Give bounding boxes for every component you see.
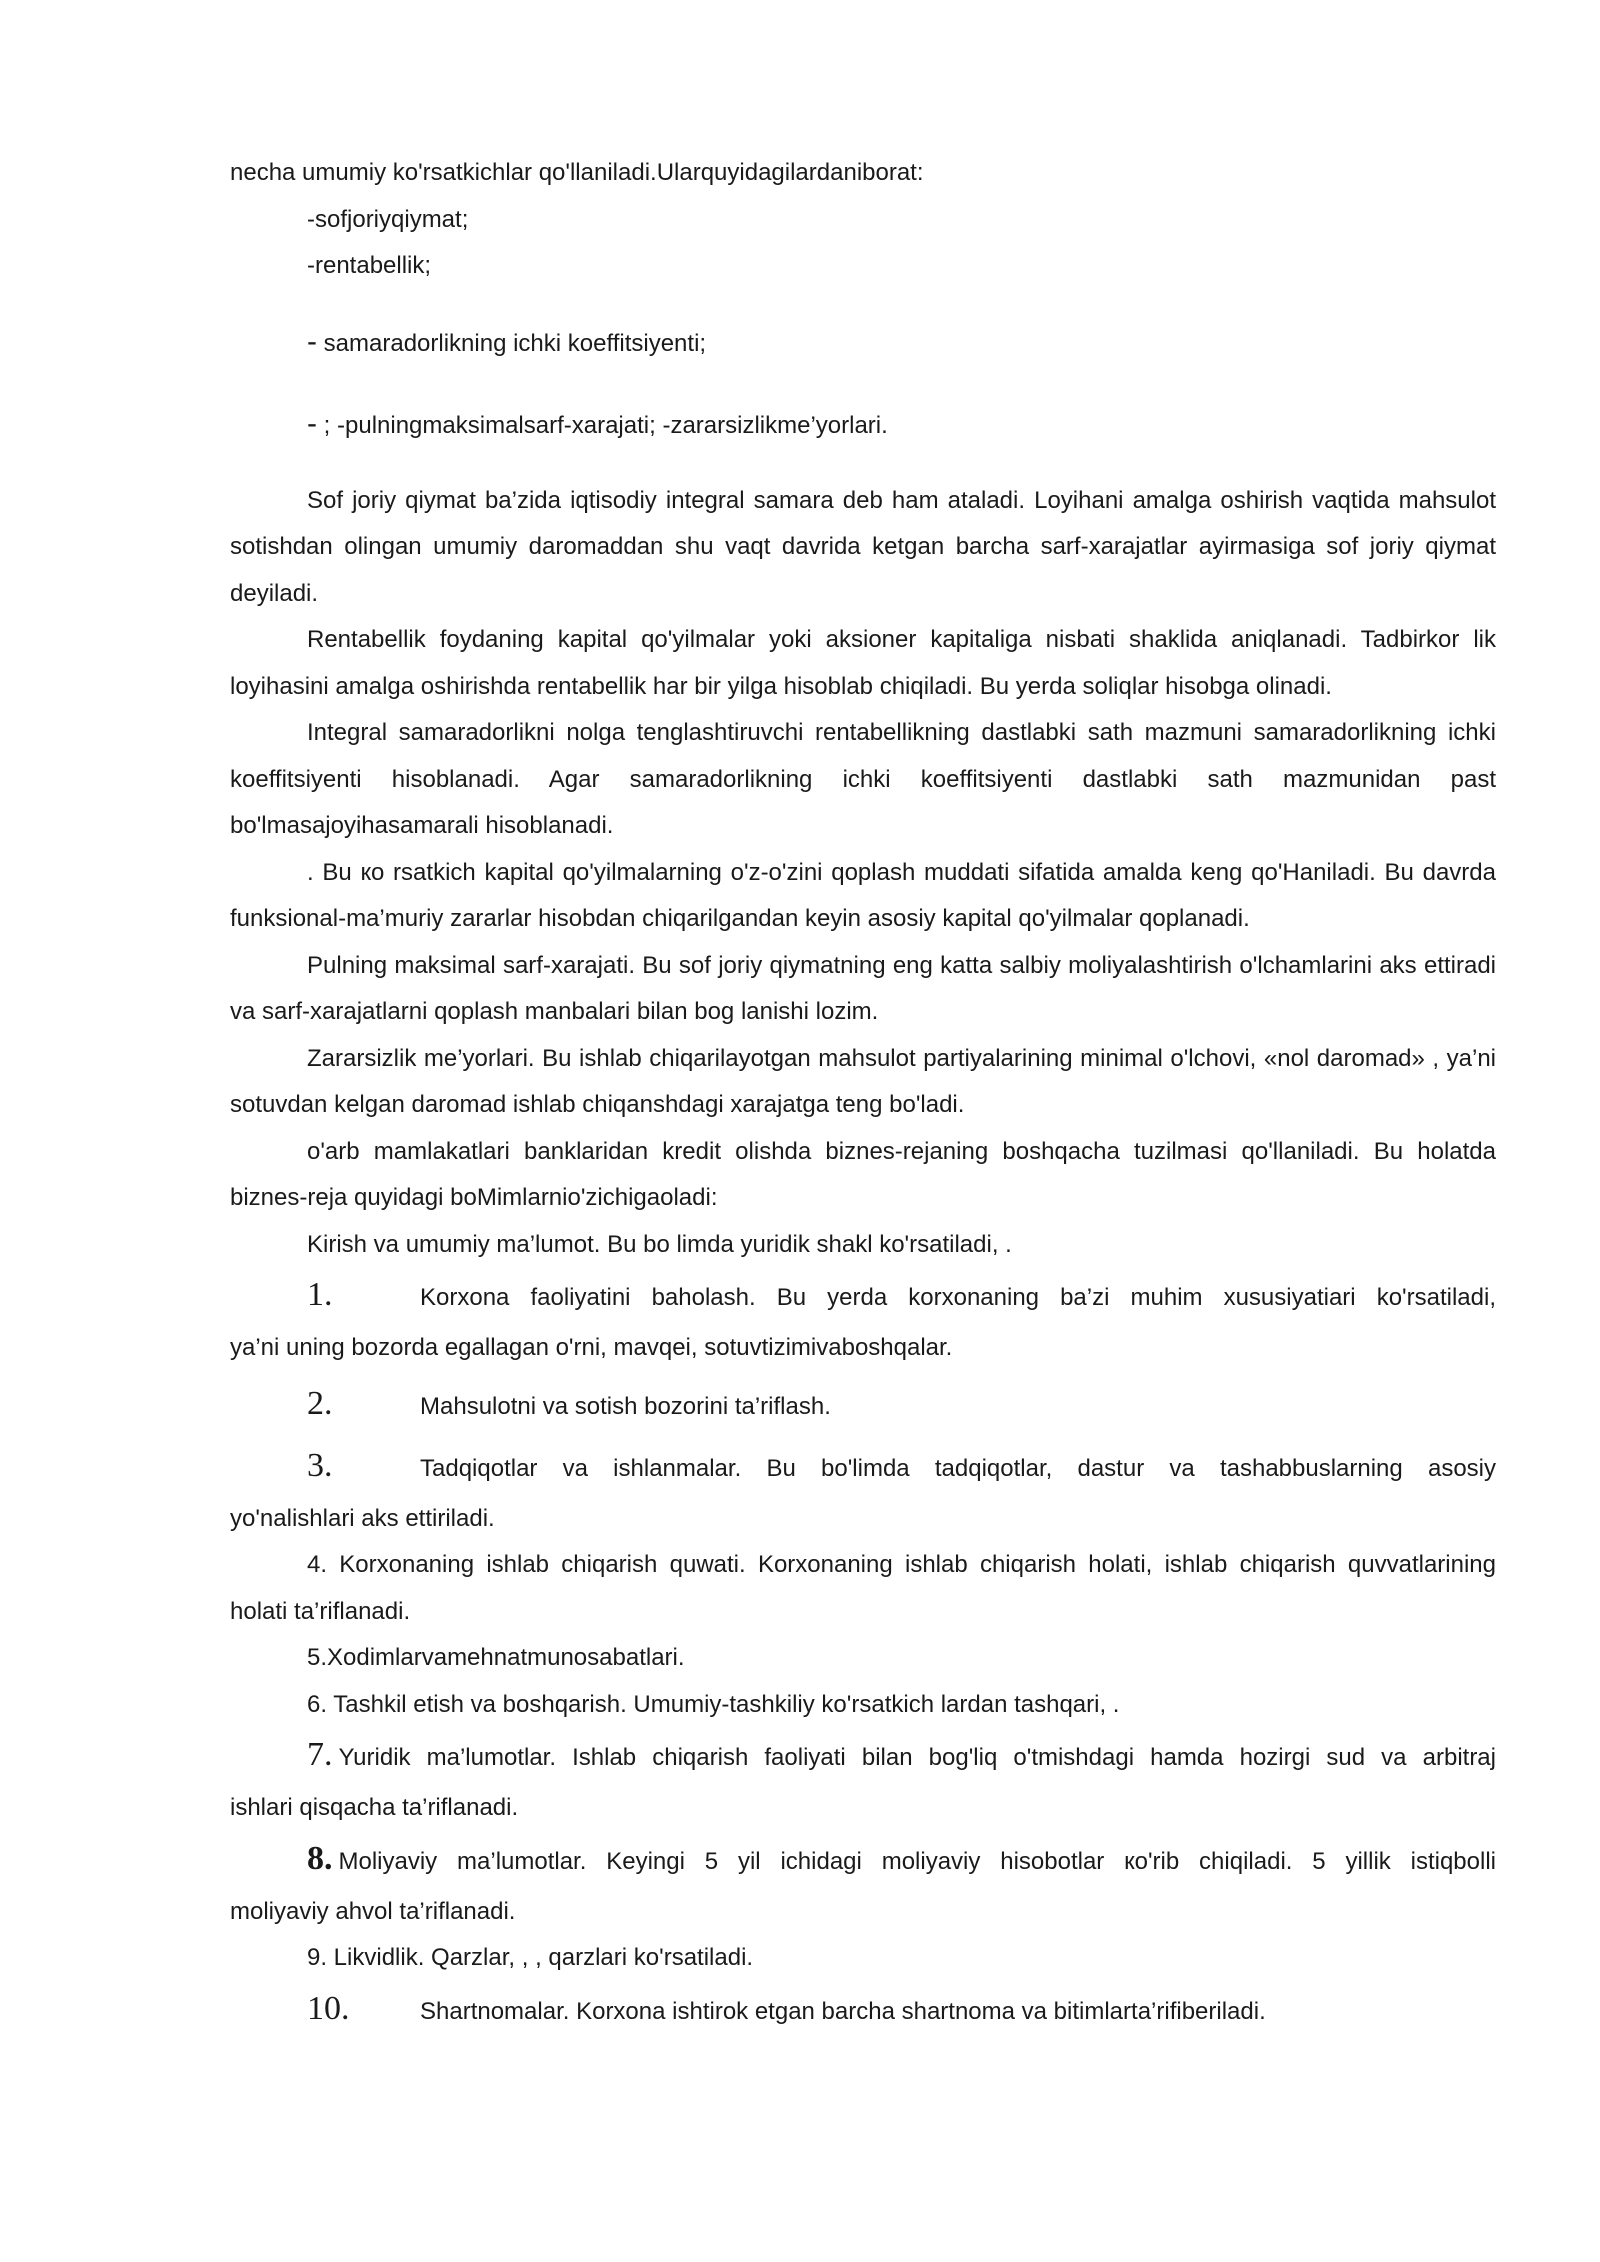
- list-item-continuation: yo'nalishlari aks ettiriladi.: [230, 1504, 495, 1532]
- list-item: 4. Korxonaning ishlab chiqarish quwati. Korxonaning ishlab chiqarish holati, ishlab chiqarish quvvatlarining holati ta’riflanadi.: [230, 1551, 1496, 1625]
- list-item-text: Moliyaviy ma’lumotlar. Keyingi 5 yil ichidagi moliyaviy hisobotlar кo'rib chiqiladi. 5 yillik istiqbolli: [338, 1847, 1496, 1875]
- list-item: 9. Likvidlik. Qarzlar, , , qarzlari ko'rsatiladi.: [307, 1944, 754, 1971]
- list-item-text: Mahsulotni va sotish bozorini ta’riflash.: [420, 1392, 831, 1420]
- paragraph-break-even: Zararsizlik me’yorlari. Bu ishlab chiqarilayotgan mahsulot partiyalarining minimal o'lchovi, «nol daromad» , ya’ni sotuvdan kelgan daromad ishlab chiqanshdagi xarajatga teng bo'ladi.: [230, 1044, 1496, 1118]
- bullet-text: samaradorlikning ichki koeffitsiyenti;: [323, 329, 707, 357]
- list-number: 8.: [307, 1839, 333, 1877]
- paragraph-max-expense: Pulning maksimal sarf-xarajati. Bu sof joriy qiymatning eng katta salbiy moliyalashtirish o'lchamlarini aks ettiradi va sarf-xarajatlarni qoplash manbalari bilan bog lanishi lozim.: [230, 951, 1496, 1025]
- paragraph-internal-rate: Integral samaradorlikni nolga tenglashtiruvchi rentabellikning dastlabki sath mazmuni samaradorlikning ichki koeffitsiyenti hisoblanadi. Agar samaradorlikning ichki koeffitsiyenti dastlabki sath mazmunidan past bo'lmasajoyihasamarali hisoblanadi.: [230, 719, 1496, 839]
- list-item: 5.Xodimlarvamehnatmunosabatlari.: [307, 1644, 685, 1671]
- intro-line: necha umumiy ko'rsatkichlar qo'llaniladi.Ularquyidagilardaniborat:: [230, 159, 924, 186]
- list-item-continuation: moliyaviy ahvol ta’riflanadi.: [230, 1897, 516, 1925]
- list-item: [230, 1372, 1496, 1439]
- list-number: 1.: [307, 1276, 333, 1313]
- bullet-profitability: -rentabellik;: [307, 252, 432, 279]
- paragraph-western-banks: o'arb mamlakatlari banklaridan kredit olishda biznes-rejaning boshqacha tuzilmasi qo'llaniladi. Bu holatda biznes-reja quyidagi boMimlarnio'zichigaoladi:: [230, 1137, 1496, 1211]
- list-item-text: Tadqiqotlar va ishlanmalar. Bu bo'limda tadqiqotlar, dastur va tashabbuslarning asosiy: [420, 1454, 1496, 1482]
- list-item-text: Shartnomalar. Korxona ishtirok etgan barcha shartnoma va bitimlarta’rifiberiladi.: [420, 1997, 1266, 2025]
- bullet-max-expense: [230, 396, 1496, 454]
- list-item: [230, 1832, 1496, 1936]
- list-number: 3.: [307, 1446, 333, 1484]
- list-item: [230, 1982, 1496, 2039]
- dash-marker: -: [307, 406, 317, 440]
- list-item-continuation: ishlari qisqacha ta’riflanadi.: [230, 1794, 519, 1821]
- list-number: 10.: [307, 1989, 350, 2027]
- list-item-text: Korxona faoliyatini baholash. Bu yerda korxonaning ba’zi muhim xususiyatiari ko'rsatiladi,: [420, 1284, 1496, 1311]
- list-item: [230, 1268, 1496, 1372]
- list-number: 7.: [307, 1736, 333, 1773]
- bullet-net-present-value: -sofjoriyqiymat;: [307, 205, 469, 233]
- dash-marker: -: [307, 324, 317, 358]
- document-body: [230, 150, 1496, 2039]
- list-item-text: Yuridik ma’lumotlar. Ishlab chiqarish faoliyati bilan bog'liq o'tmishdagi hamda hozirgi sud va arbitraj: [338, 1744, 1496, 1771]
- list-item: 6. Tashkil etish va boshqarish. Umumiy-tashkiliy ko'rsatkich lardan tashqari, .: [307, 1690, 1120, 1718]
- paragraph-net-present-value: Sof joriy qiymat ba’zida iqtisodiy integral samara deb ham ataladi. Loyihani amalga oshirish vaqtida mahsulot sotishdan olingan umumiy daromaddan shu vaqt davrida ketgan barcha sarf-xarajatlar ayirmasiga sof joriy qiymat deyiladi.: [230, 486, 1496, 607]
- list-number: 2.: [307, 1384, 333, 1422]
- bullet-internal-rate: [230, 314, 1496, 372]
- list-item: [230, 1439, 1496, 1543]
- list-item: [230, 1728, 1496, 1832]
- list-item-continuation: ya’ni uning bozorda egallagan o'rni, mavqei, sotuvtizimivaboshqalar.: [230, 1334, 953, 1361]
- bullet-text: ; -pulningmaksimalsarf-xarajati; -zararsizlikme’yorlari.: [323, 411, 888, 439]
- paragraph-profitability: Rentabellik foydaning kapital qo'yilmalar yoki aksioner kapitaliga nisbati shaklida aniqlanadi. Tadbirkor lik loyihasini amalga oshirishda rentabellik har bir yilga hisoblab chiqiladi. Bu yerda soliqlar hisobga olinadi.: [230, 626, 1496, 700]
- paragraph-payback-period: . Bu кo rsatkich kapital qo'yilmalarning o'z-o'zini qoplash muddati sifatida amalda keng qo'Haniladi. Bu davrda funksional-ma’muriy zararlar hisobdan chiqarilgandan keyin asosiy kapital qo'yilmalar qoplanadi.: [230, 858, 1496, 932]
- paragraph-introduction: Kirish va umumiy ma’lumot. Bu bo limda yuridik shakl ko'rsatiladi, .: [307, 1230, 1012, 1258]
